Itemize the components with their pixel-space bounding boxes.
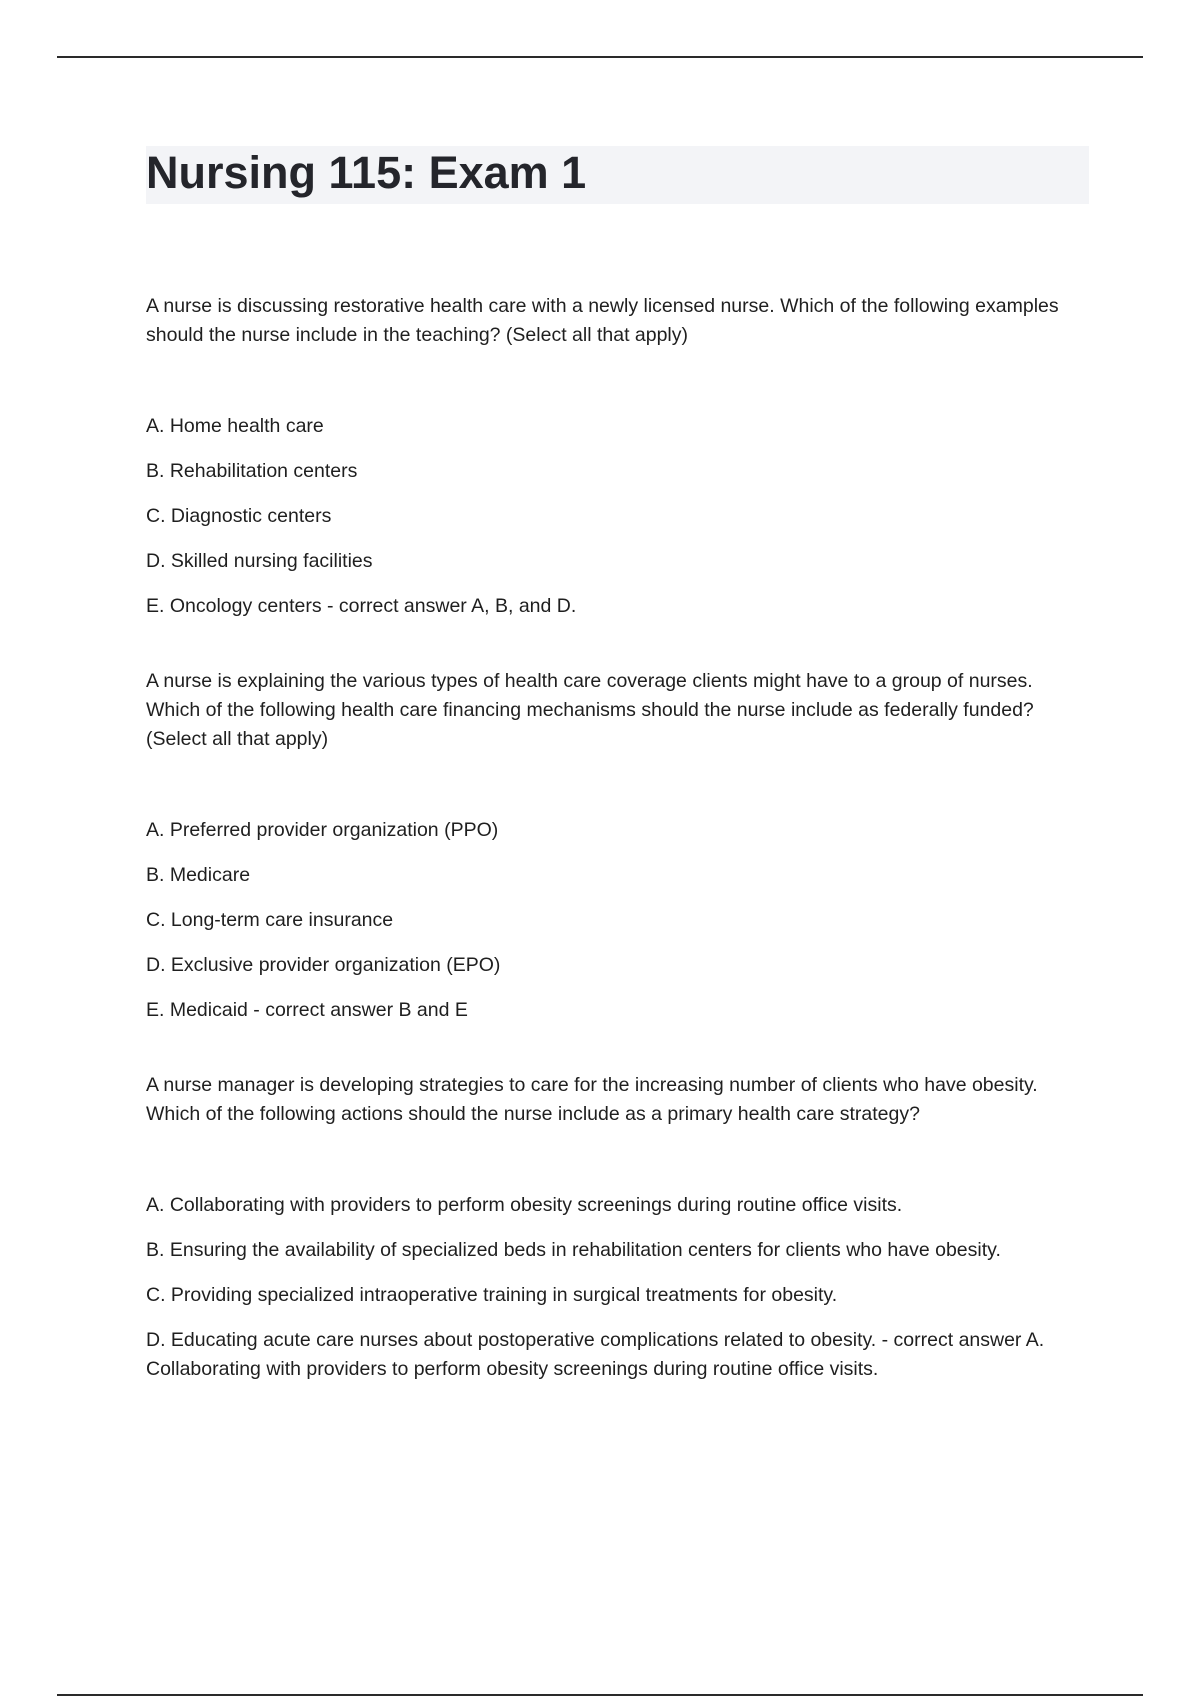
- question-block-1: [146, 292, 1086, 621]
- option-list-1: [146, 412, 1086, 621]
- question-block-2: [146, 667, 1086, 1025]
- option-3b: B. Ensuring the availability of specialized beds in rehabilitation centers for clients who have obesity.: [146, 1239, 1001, 1261]
- option-2d: D. Exclusive provider organization (EPO): [146, 954, 501, 976]
- option-2a: A. Preferred provider organization (PPO): [146, 819, 499, 841]
- document-body: [146, 292, 1086, 1400]
- option-3d: D. Educating acute care nurses about postoperative complications related to obesity. - correct answer A. Collaborating with providers to perform obesity screenings during routine office visits.: [146, 1329, 1045, 1380]
- bottom-rule: [57, 1694, 1143, 1696]
- question-text-1: A nurse is discussing restorative health care with a newly licensed nurse. Which of the following examples should the nurse include in the teaching? (Select all that apply): [146, 295, 1059, 346]
- option-1e: E. Oncology centers - correct answer A, B, and D.: [146, 595, 577, 617]
- question-block-3: [146, 1071, 1086, 1384]
- option-2e: E. Medicaid - correct answer B and E: [146, 999, 468, 1021]
- option-1d: D. Skilled nursing facilities: [146, 550, 373, 572]
- option-2c: C. Long-term care insurance: [146, 909, 394, 931]
- option-3c: C. Providing specialized intraoperative training in surgical treatments for obesity.: [146, 1284, 838, 1306]
- top-rule: [57, 56, 1143, 58]
- page-title: Nursing 115: Exam 1: [146, 147, 587, 198]
- option-list-3: [146, 1191, 1086, 1384]
- option-1c: C. Diagnostic centers: [146, 505, 332, 527]
- question-text-2: A nurse is explaining the various types of health care coverage clients might have to a group of nurses. Which of the following health care financing mechanisms should the nurse include as federally funded? (Select all that apply): [146, 670, 1034, 750]
- option-list-2: [146, 816, 1086, 1025]
- question-text-3: A nurse manager is developing strategies to care for the increasing number of clients who have obesity. Which of the following actions should the nurse include as a primary health care strategy?: [146, 1074, 1038, 1125]
- option-2b: B. Medicare: [146, 864, 251, 886]
- option-1a: A. Home health care: [146, 415, 324, 437]
- option-1b: B. Rehabilitation centers: [146, 460, 358, 482]
- option-3a: A. Collaborating with providers to perform obesity screenings during routine office visits.: [146, 1194, 903, 1216]
